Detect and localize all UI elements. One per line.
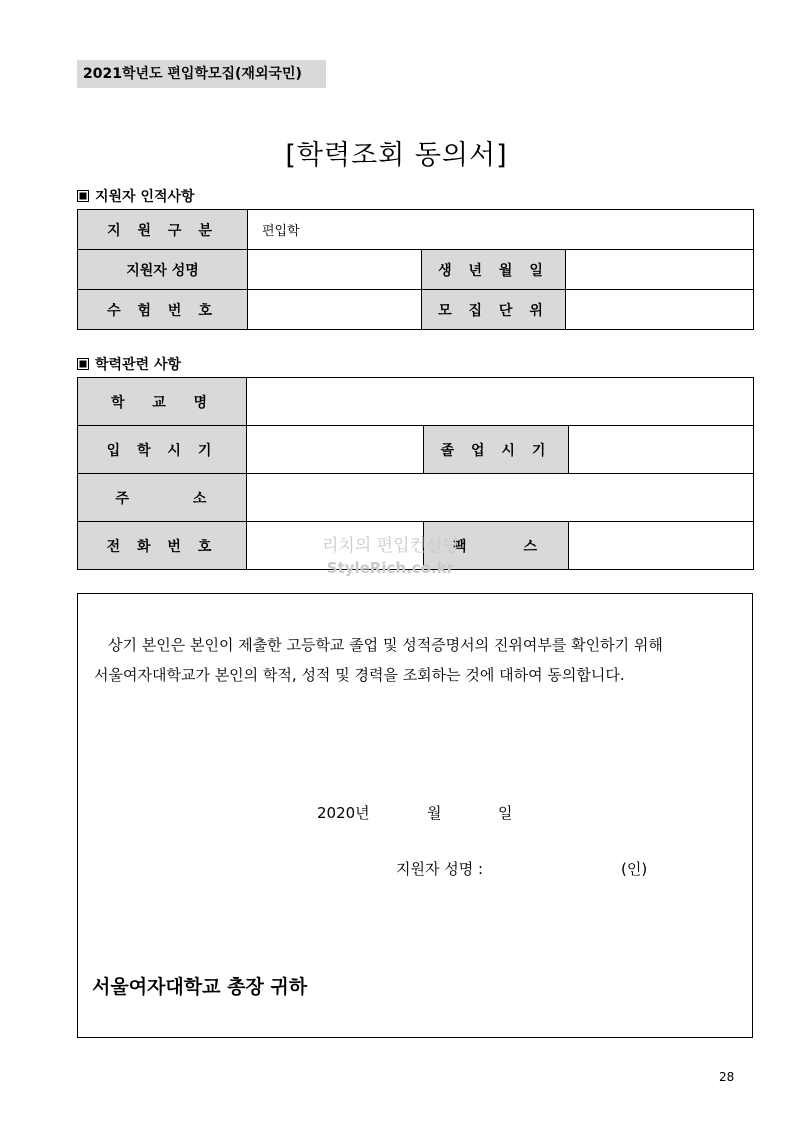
consent-line2: 서울여자대학교가 본인의 학적, 성적 및 경력을 조회하는 것에 대하여 동의합니다. bbox=[94, 666, 625, 684]
table-row bbox=[78, 250, 754, 290]
square-bullet-icon bbox=[77, 190, 89, 202]
date-day: 일 bbox=[498, 804, 513, 822]
date-year: 2020년 bbox=[317, 804, 370, 822]
label-phone: 전 화 번 호 bbox=[78, 522, 247, 570]
seal-mark: (인) bbox=[621, 860, 648, 878]
field-school-name[interactable] bbox=[247, 378, 754, 426]
watermark bbox=[322, 535, 459, 579]
consent-line1: 상기 본인은 본인이 제출한 고등학교 졸업 및 성적증명서의 진위여부를 확인하기 위해 bbox=[108, 636, 663, 654]
section-heading-text: 지원자 인적사항 bbox=[95, 189, 195, 205]
field-graduation-date[interactable] bbox=[569, 426, 754, 474]
field-admission-date[interactable] bbox=[247, 426, 424, 474]
field-recruit-unit[interactable] bbox=[566, 290, 754, 330]
section-heading-education bbox=[77, 354, 181, 374]
page-title: [학력조회 동의서] bbox=[285, 140, 508, 171]
table-row bbox=[78, 378, 754, 426]
label-applicant-name: 지원자 성명 bbox=[78, 250, 248, 290]
page-number: 28 bbox=[719, 1070, 735, 1084]
section-heading-text: 학력관련 사항 bbox=[95, 357, 182, 373]
section-heading-applicant bbox=[77, 186, 195, 206]
label-application-type: 지 원 구 분 bbox=[78, 210, 248, 250]
watermark-line2: StyleRich.co.kr bbox=[326, 559, 455, 577]
label-birth-date: 생 년 월 일 bbox=[422, 250, 566, 290]
applicant-info-table bbox=[77, 209, 754, 330]
field-applicant-name[interactable] bbox=[248, 250, 422, 290]
table-row bbox=[78, 290, 754, 330]
table-row bbox=[78, 210, 754, 250]
date-month: 월 bbox=[427, 804, 442, 822]
table-row bbox=[78, 474, 754, 522]
label-address: 주 소 bbox=[78, 474, 247, 522]
square-bullet-icon bbox=[77, 358, 89, 370]
watermark-line1: 리치의 편입컨설팅 bbox=[322, 536, 459, 556]
consent-text bbox=[94, 630, 734, 690]
consent-box bbox=[77, 593, 753, 1038]
label-graduation-date: 졸 업 시 기 bbox=[424, 426, 569, 474]
field-birth-date[interactable] bbox=[566, 250, 754, 290]
recruitment-tag: 2021학년도 편입학모집(재외국민) bbox=[77, 60, 326, 88]
label-exam-number: 수 험 번 호 bbox=[78, 290, 248, 330]
label-fax: 팩 스 bbox=[424, 522, 569, 570]
field-fax[interactable] bbox=[569, 522, 754, 570]
field-application-type[interactable]: 편입학 bbox=[248, 210, 754, 250]
label-recruit-unit: 모 집 단 위 bbox=[422, 290, 566, 330]
signature-label: 지원자 성명 : bbox=[396, 860, 484, 878]
field-exam-number[interactable] bbox=[248, 290, 422, 330]
table-row bbox=[78, 426, 754, 474]
label-admission-date: 입 학 시 기 bbox=[78, 426, 247, 474]
field-address[interactable] bbox=[247, 474, 754, 522]
addressee: 서울여자대학교 총장 귀하 bbox=[92, 976, 308, 998]
label-school-name: 학 교 명 bbox=[78, 378, 247, 426]
